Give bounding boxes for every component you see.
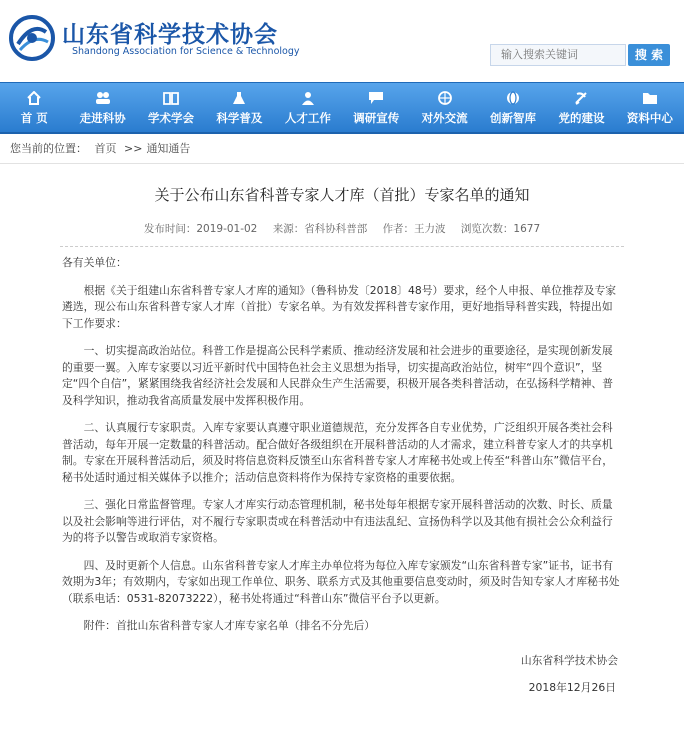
- globe2-icon: [479, 89, 547, 107]
- search-box: [490, 44, 670, 66]
- sast-logo-icon: [8, 14, 56, 62]
- nav-item-talent[interactable]: [274, 83, 342, 132]
- nav-item-science[interactable]: [205, 83, 273, 132]
- nav-item-academic[interactable]: [137, 83, 205, 132]
- nav-label: 人才工作: [284, 111, 331, 125]
- globe-icon: [410, 89, 478, 107]
- group-icon: [68, 89, 136, 107]
- nav-label: 学术学会: [148, 111, 195, 125]
- main-nav: [0, 82, 684, 134]
- search-button[interactable]: 搜 索: [628, 44, 670, 66]
- article-author: 作者：王力波: [382, 223, 446, 235]
- nav-label: 调研宣传: [353, 111, 400, 125]
- breadcrumb-current-link[interactable]: 通知通告: [146, 142, 191, 155]
- nav-item-about[interactable]: [68, 83, 136, 132]
- chat-icon: [342, 89, 410, 107]
- nav-label: 创新智库: [490, 111, 537, 125]
- nav-item-thinktank[interactable]: [479, 83, 547, 132]
- nav-label: 科学普及: [216, 111, 263, 125]
- folder-icon: [616, 89, 684, 107]
- org-name-cn: 山东省科学技术协会: [62, 22, 278, 48]
- nav-item-exchange[interactable]: [410, 83, 478, 132]
- signature: 山东省科学技术协会: [520, 653, 618, 667]
- article-title: 关于公布山东省科普专家人才库（首批）专家名单的通知: [154, 186, 530, 204]
- nav-item-research[interactable]: [342, 83, 410, 132]
- salutation: 各有关单位：: [62, 256, 127, 269]
- nav-label: 走进科协: [79, 111, 126, 125]
- breadcrumb-separator: >>: [124, 142, 143, 155]
- attachment-line: 附件：首批山东省科普专家人才库专家名单（排名不分先后）: [83, 619, 376, 632]
- org-name-en: Shandong Association for Science & Technology: [72, 46, 300, 57]
- search-input[interactable]: 输入搜索关键词: [490, 44, 626, 66]
- breadcrumb: [0, 134, 684, 164]
- site-header: [0, 0, 684, 82]
- person-icon: [274, 89, 342, 107]
- article-meta: [60, 221, 624, 247]
- breadcrumb-prefix: 您当前的位置：: [10, 142, 87, 155]
- flask-icon: [205, 89, 273, 107]
- home-icon: [0, 89, 68, 107]
- book-icon: [137, 89, 205, 107]
- party-icon: [547, 89, 615, 107]
- paragraph-intro: 根据《关于组建山东省科普专家人才库的通知》（鲁科协发〔2018〕48号）要求，经个人申报、单位推荐及专家遴选，现公布山东省科普专家人才库（首批）专家名单。为有效发挥科普专家作用，更好地指导科普实践，特提出如下工作要求：: [62, 283, 617, 330]
- paragraph-2: 二、认真履行专家职责。入库专家要认真遵守职业道德规范，充分发挥各自专业优势，广泛组织开展各类社会科普活动，每年开展一定数量的科普活动。配合做好各级组织在开展科普活动的人才需求，建立科普专家人才的共享机制。专家在开展科普活动后，须及时将信息资料反馈至山东省科普专家人才库秘书处或上传至“科普山东”微信平台，秘书处适时通过相关媒体予以推介；活动信息资料将作为保持专家资格的重要依据。: [62, 421, 614, 484]
- nav-item-home[interactable]: [0, 83, 68, 132]
- nav-label: 首 页: [20, 111, 48, 125]
- breadcrumb-home-link[interactable]: 首页: [94, 142, 117, 155]
- paragraph-4: 四、及时更新个人信息。山东省科普专家人才库主办单位将为每位入库专家颁发“山东省科普专家”证书，证书有效期为3年；有效期内，专家如出现工作单位、职务、联系方式及其他重要信息变动时，须及时告知专家人才库秘书处（联系电话：0531-82073222），秘书处将通过“科普山东”微信平台予以更新。: [62, 558, 620, 605]
- article-body: [0, 255, 684, 635]
- article-source: 来源：省科协科普部: [272, 223, 368, 235]
- nav-label: 党的建设: [558, 111, 605, 125]
- view-count: 浏览次数：1677: [460, 223, 541, 235]
- publish-time: 发布时间：2019-01-02: [143, 223, 258, 235]
- paragraph-1: 一、切实提高政治站位。科普工作是提高公民科学素质、推动经济发展和社会进步的重要途径，是实现创新发展的重要一翼。入库专家要以习近平新时代中国特色社会主义思想为指导，切实提高政治站位，树牢“四个意识”，坚定“四个自信”，紧紧围绕我省经济社会发展和人民群众生产生活需要，积极开展各类科普活动，在弘扬科学精神、普及科学知识，推动我省高质量发展中发挥积极作用。: [62, 344, 614, 407]
- nav-label: 资料中心: [626, 111, 673, 125]
- paragraph-3: 三、强化日常监督管理。专家人才库实行动态管理机制，秘书处每年根据专家开展科普活动的次数、时长、质量以及社会影响等进行评估，对不履行专家职责或在科普活动中有违法乱纪、宣扬伪科学以及其他有损社会公众利益行为的将予以警告或取消专家资格。: [62, 498, 613, 544]
- nav-item-resources[interactable]: [616, 83, 684, 132]
- nav-item-party[interactable]: [547, 83, 615, 132]
- nav-label: 对外交流: [421, 111, 468, 125]
- issue-date: 2018年12月26日: [528, 680, 616, 694]
